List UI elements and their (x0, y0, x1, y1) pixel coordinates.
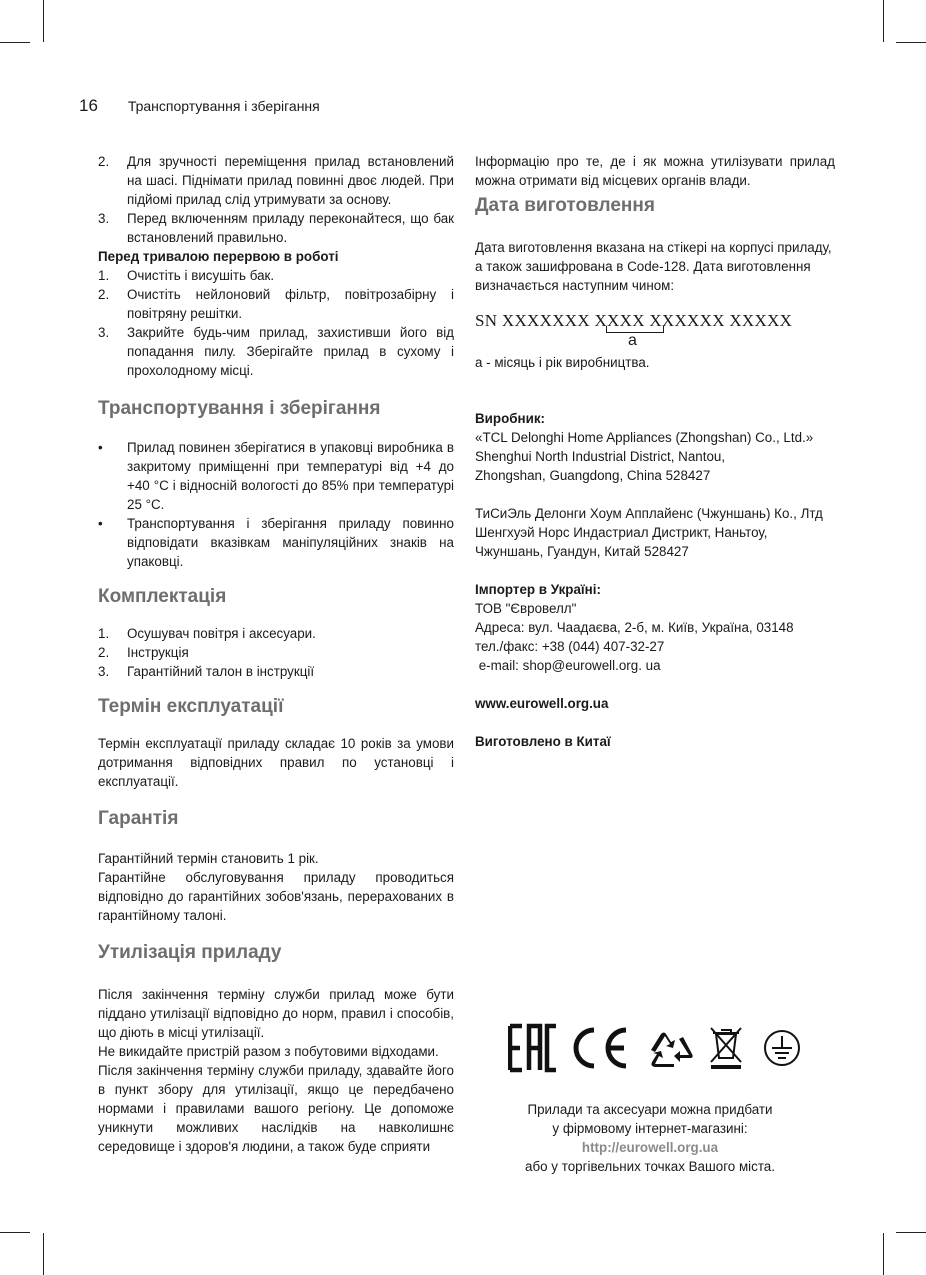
bullet-icon: • (98, 516, 103, 531)
list-item (98, 285, 454, 323)
page-header (79, 96, 320, 116)
left-column (98, 152, 454, 1156)
lifetime-text: Термін експлуатації приладу складає 10 років за умови дотримання відповідних правил по установці і експлуатації. (98, 736, 454, 789)
manufacturer-line: «TCL Delonghi Home Appliances (Zhongshan) Co., Ltd.» (475, 430, 814, 445)
lifetime-heading: Термін експлуатації (98, 696, 284, 717)
manufacturer-line: ТиСиЭль Делонги Хоум Апплайенс (Чжуншань) Ко., Лтд (475, 506, 823, 521)
page-number: 16 (79, 96, 98, 115)
disposal-text-2: Не викидайте пристрій разом з побутовими відходами. (98, 1044, 439, 1059)
bullet-icon: • (98, 440, 103, 455)
list-item (98, 323, 454, 380)
shop-url-link[interactable]: http://eurowell.org.ua (581, 1140, 719, 1155)
item-number: 1. (98, 626, 110, 641)
list-item (98, 643, 454, 662)
crop-mark (0, 1232, 30, 1233)
warranty-service: Гарантійне обслуговування приладу проводиться відповідно до гарантійних зобов'язань, перерахованих в гарантійному талоні. (98, 870, 454, 923)
manufacture-date-heading: Дата виготовлення (475, 195, 655, 216)
item-text: Транспортування і зберігання приладу повинно відповідати вказівкам маніпуляційних знаків на упаковці. (127, 516, 454, 569)
item-text: Закрийте будь-чим прилад, захистивши його від попадання пилу. Зберігайте прилад в сухому і прохолодному місці. (127, 325, 454, 378)
importer-line: ТОВ "Євровелл" (475, 601, 577, 616)
transport-heading: Транспортування і зберігання (98, 398, 381, 419)
disposal-text-1: Після закінчення терміну служби прилад може бути підданo утилізації відповідно до норм, правил і способів, що діють в місці утилізації. (98, 987, 454, 1040)
crop-mark (43, 0, 44, 42)
list-item (98, 662, 454, 681)
serial-number-diagram (475, 311, 835, 351)
website-link[interactable]: www.eurowell.org.ua (475, 696, 609, 711)
item-text: Очистіть нейлоновий фільтр, повітрозабірну і повітряну решітки. (127, 287, 454, 321)
certification-marks (508, 1022, 804, 1074)
recycle-icon (651, 1033, 693, 1068)
manufacturer-line: Чжуншань, Гуандун, Китай 528427 (475, 544, 689, 559)
earth-ground-icon (765, 1031, 799, 1065)
manufacturer-line: Shenghui North Industrial District, Nantou, (475, 449, 726, 464)
crop-mark (883, 0, 884, 42)
crop-mark (896, 42, 926, 43)
list-item (98, 266, 454, 285)
manufacturer-label: Виробник: (475, 411, 546, 426)
kit-list (98, 624, 454, 681)
importer-line: Адреса: вул. Чаадаєва, 2-б, м. Київ, Україна, 03148 (475, 620, 794, 635)
warranty-term: Гарантійний термін становить 1 рік. (98, 851, 319, 866)
list-item (98, 209, 454, 247)
eac-mark-icon (508, 1022, 556, 1070)
list-item (98, 438, 454, 514)
shop-line: або у торгівельних точках Вашого міста. (525, 1159, 775, 1174)
manufacture-date-text: Дата виготовлення вказана на стікері на корпусі приладу, а також зашифрована в Code-128. Дата виготовлення визначається наступним чином: (475, 240, 832, 293)
item-text: Очистіть і висушіть бак. (127, 268, 275, 283)
ce-mark-icon (508, 1022, 626, 1066)
item-number: 3. (98, 325, 110, 340)
crop-mark (883, 1233, 884, 1275)
shop-info (490, 1100, 810, 1176)
shop-line: Прилади та аксесуари можна придбати (527, 1102, 773, 1117)
item-number: 1. (98, 268, 110, 283)
list-item (98, 624, 454, 643)
list-item (98, 152, 454, 209)
item-number: 2. (98, 645, 110, 660)
disposal-heading: Утилізація приладу (98, 942, 282, 963)
importer-line: тел./факс: +38 (044) 407-32-27 (475, 639, 665, 654)
item-number: 3. (98, 664, 110, 679)
long-pause-list (98, 266, 454, 380)
item-text: Осушувач повітря і аксесуари. (127, 626, 316, 641)
right-column (475, 152, 835, 751)
item-number: 3. (98, 211, 110, 226)
item-text: Для зручності переміщення прилад встановлений на шасі. Піднімати прилад повинні двоє людей. При підйомі прилад слід утримувати за основу. (127, 154, 454, 207)
disposal-continued: Інформацію про те, де і як можна утилізувати прилад можна отримати від місцевих органів влади. (475, 154, 835, 188)
disposal-text-3: Після закінчення терміну служби приладу, здавайте його в пункт збору для утилізації, якщо це передбачено нормами і правилами вашого регіону. Це допоможе уникнути можливих наслідків на навколишнє середовище і здоров'я людини, а також буде сприяти (98, 1063, 454, 1154)
item-number: 2. (98, 154, 110, 169)
importer-label: Імпортер в Україні: (475, 582, 601, 597)
serial-number-code: SN XXXXXXX XXXX XXXXXX XXXXX (475, 311, 793, 330)
shop-line: у фірмовому інтернет-магазині: (552, 1121, 748, 1136)
crop-mark (43, 1233, 44, 1275)
list-item (98, 514, 454, 571)
crop-mark (896, 1232, 926, 1233)
running-title: Транспортування і зберігання (127, 98, 320, 114)
manufacturer-line: Zhongshan, Guangdong, China 528427 (475, 468, 711, 483)
weee-bin-icon (711, 1028, 741, 1069)
transport-list (98, 438, 454, 571)
serial-legend: a - місяць і рік виробництва. (475, 355, 650, 370)
item-text: Інструкція (127, 645, 189, 660)
manufacturer-line: Шенгхуэй Норс Индастриал Дистрикт, Наньтоу, (475, 525, 768, 540)
item-text: Перед включенням приладу переконайтеся, що бак встановлений правильно. (127, 211, 454, 245)
item-text: Прилад повинен зберігатися в упаковці виробника в закритому приміщенні при температурі від +4 до +40 °C і відносній вологості до 85% при температурі 25 °C. (127, 440, 454, 512)
long-pause-heading: Перед тривалою перервою в роботі (98, 249, 339, 264)
made-in-label: Виготовлено в Китаї (475, 734, 611, 749)
kit-heading: Комплектація (98, 586, 227, 607)
crop-mark (0, 42, 30, 43)
item-text: Гарантійний талон в інструкції (127, 664, 315, 679)
warranty-heading: Гарантія (98, 808, 179, 829)
item-number: 2. (98, 287, 110, 302)
importer-email: e-mail: shop@eurowell.org. ua (475, 658, 661, 673)
date-marker: a (628, 332, 637, 349)
setup-list (98, 152, 454, 247)
